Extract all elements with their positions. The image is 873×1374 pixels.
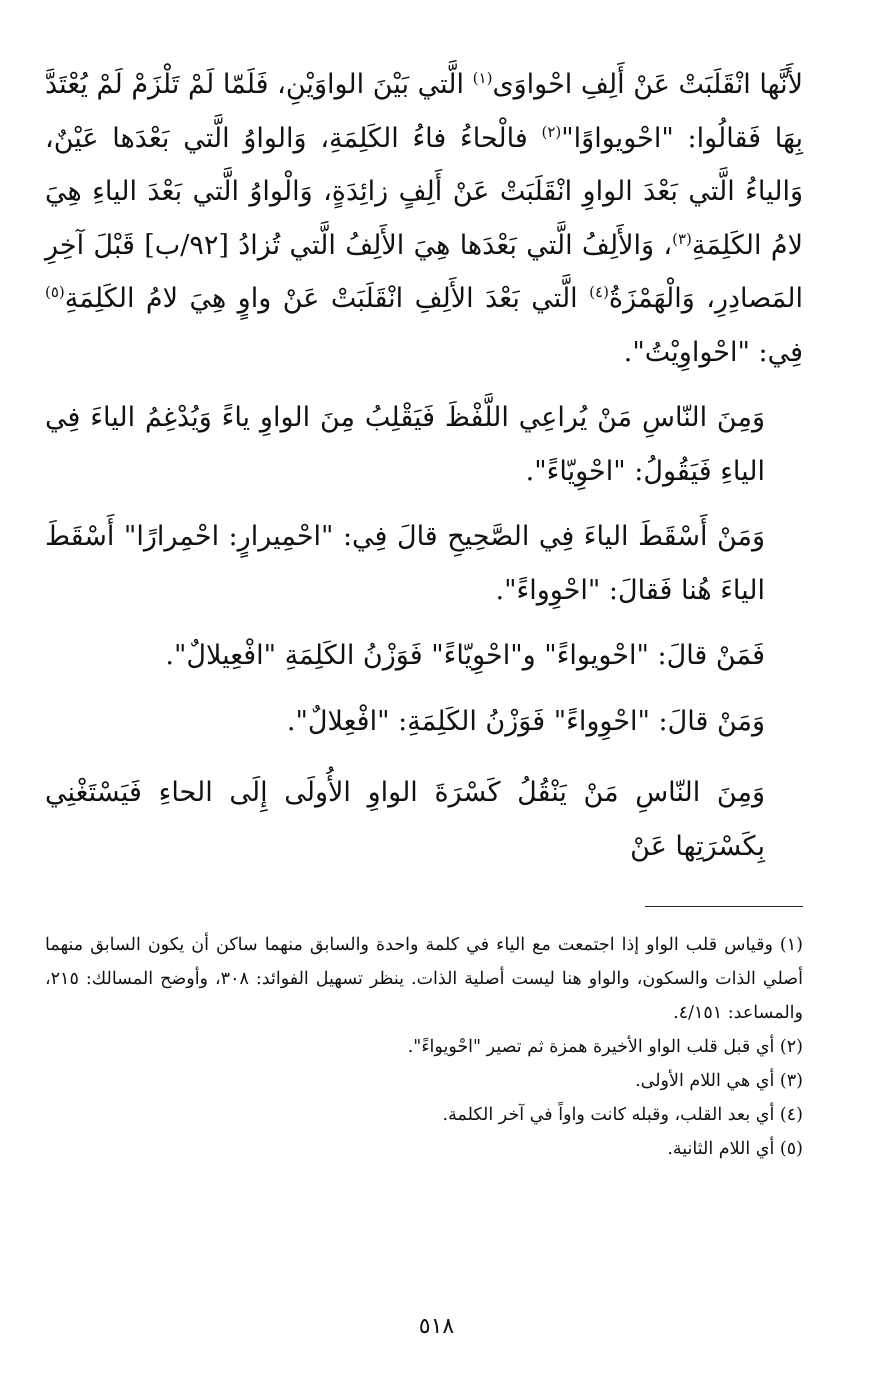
footnote-separator xyxy=(645,906,803,907)
paragraph-1-text: فالْحاءُ فاءُ الكَلِمَةِ، وَالواوُ الَّتي بَعْدَها عَيْنٌ، وَالياءُ الَّتي بَعْدَ الواوِ انْقَلَبَتْ عَنْ أَلِفٍ زائِدَةٍ، وَالْواوُ الَّتي بَعْدَ الياءِ هِيَ لامُ الكَلِمَةِ xyxy=(45,122,803,261)
footnote-3: (٣) أي هي اللام الأولى. xyxy=(635,1071,803,1091)
paragraph-6: وَمِنَ النّاسِ مَنْ يَنْقُلُ كَسْرَةَ الواوِ الأُولَى إِلَى الحاءِ فَيَسْتَغْنِي بِكَسْرَتِها عَنْ xyxy=(45,777,765,862)
footnote-2: (٢) أي قبل قلب الواو الأخيرة همزة ثم تصير "احْويواءً". xyxy=(407,1037,803,1057)
paragraph-2: وَمِنَ النّاسِ مَنْ يُراعِي اللَّفْظَ فَيَقْلِبُ مِنَ الواوِ ياءً وَيُدْغِمُ الياءَ فِي الياءِ فَيَقُولُ: "احْوِيّاءً". xyxy=(45,402,765,487)
page-number: ٥١٨ xyxy=(418,1314,455,1339)
paragraph-1-text: الَّتي بَيْنَ الواوَيْنِ، فَلَمّا لَمْ تَلْزَمْ لَمْ يُعْتَدَّ بِهَا فَقالُوا: "احْويواوًا" xyxy=(45,69,803,154)
paragraph-5: وَمَنْ قالَ: "احْوِواءً" فَوَزْنُ الكَلِمَةِ: "افْعِلالٌ". xyxy=(286,705,765,737)
main-text xyxy=(45,58,803,873)
footnote-4: (٤) أي بعد القلب، وقبله كانت واواً في آخر الكلمة. xyxy=(442,1105,803,1125)
footnote-reference: (٤) xyxy=(589,283,609,301)
footnote-5: (٥) أي اللام الثانية. xyxy=(667,1139,803,1159)
paragraph-1-text: فِي: "احْواوِيْتُ". xyxy=(623,336,803,368)
paragraph-1-text: ، وَالأَلِفُ الَّتي بَعْدَها هِيَ الأَلِفُ الَّتي تُزادُ [٩٢/ب] قَبْلَ آخِرِ المَصادِرِ، وَالْهَمْزَةُ xyxy=(45,229,804,314)
paragraph-1-text: لأَنَّها انْقَلَبَتْ عَنْ أَلِفِ احْواوَى xyxy=(492,69,803,100)
paragraph-1-text: الَّتي بَعْدَ الأَلِفِ انْقَلَبَتْ عَنْ واوٍ هِيَ لامُ الكَلِمَةِ xyxy=(64,283,590,314)
footnote-reference: (٣) xyxy=(672,229,692,248)
footnote-reference: (٢) xyxy=(541,122,562,141)
footnotes xyxy=(45,928,803,1166)
paragraph-3: وَمَنْ أَسْقَطَ الياءَ فِي الصَّحِيحِ قالَ فِي: "احْمِيرارٍ: احْمِرارًا" أَسْقَطَ الياءَ هُنا فَقالَ: "احْوِواءً". xyxy=(45,521,765,606)
footnote-reference: (٥) xyxy=(45,283,65,301)
footnote-reference: (١) xyxy=(472,69,493,87)
paragraph-4: فَمَنْ قالَ: "احْويواءً" و"احْوِيّاءً" فَوَزْنُ الكَلِمَةِ "افْعِيلالٌ". xyxy=(165,640,765,671)
paragraph-1 xyxy=(45,58,803,379)
footnote-1: (١) وقياس قلب الواو إذا اجتمعت مع الياء في كلمة واحدة والسابق منهما ساكن أن يكون السابق منهما أصلي الذات والسكون، والواو هنا ليست أصلية الذات. ينظر تسهيل الفوائد: ٣٠٨، وأوضح المسالك: ٢١٥، والمساعد: ٤/١٥١. xyxy=(45,935,803,1023)
